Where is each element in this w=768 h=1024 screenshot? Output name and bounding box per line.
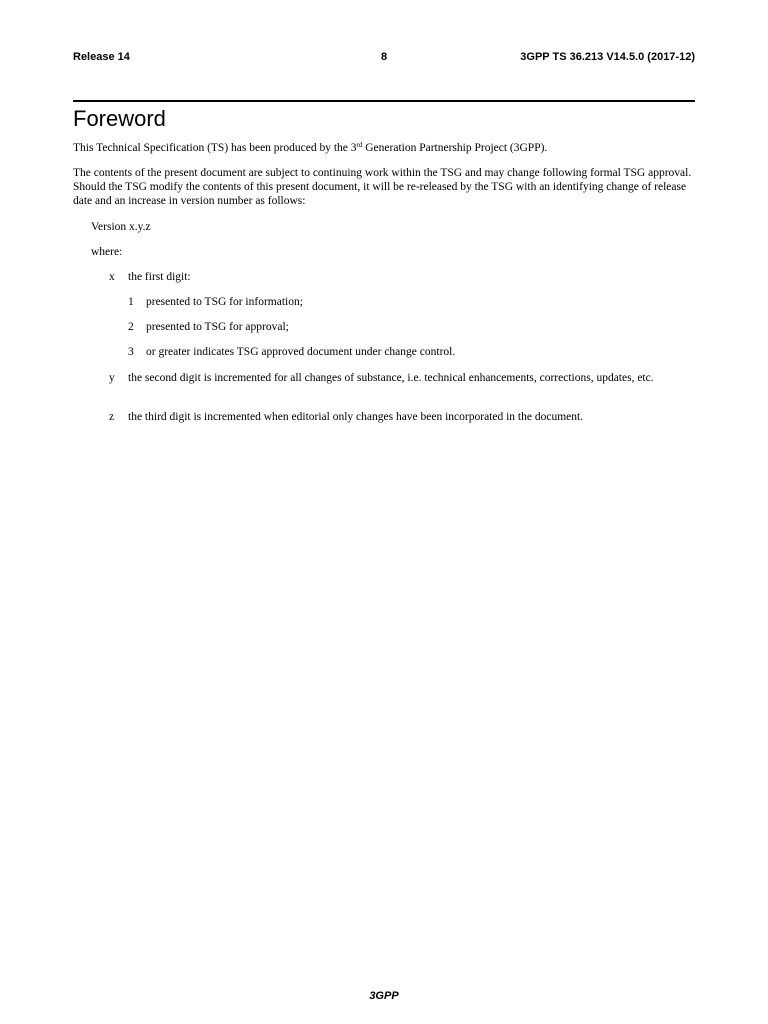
intro-paragraph bbox=[73, 141, 695, 155]
ordinal-suffix: rd bbox=[356, 141, 363, 149]
list-item-2 bbox=[128, 320, 695, 334]
page-footer: 3GPP bbox=[369, 990, 399, 1002]
list-item-y bbox=[109, 371, 695, 399]
list-marker: z bbox=[109, 411, 115, 423]
list-item-x bbox=[109, 270, 695, 284]
heading-rule bbox=[73, 100, 695, 102]
list-marker: 3 bbox=[128, 346, 134, 358]
section-heading: Foreword bbox=[73, 106, 166, 131]
version-format: Version x.y.z bbox=[91, 221, 151, 233]
spec-identifier: 3GPP TS 36.213 V14.5.0 (2017-12) bbox=[520, 51, 695, 63]
list-text: the second digit is incremented for all changes of substance, i.e. technical enhancements, corrections, updates, etc. bbox=[128, 372, 654, 384]
list-item-z bbox=[109, 410, 695, 424]
list-marker: x bbox=[109, 271, 115, 283]
page-header bbox=[73, 49, 695, 65]
list-text: presented to TSG for approval; bbox=[146, 321, 289, 333]
list-text: or greater indicates TSG approved document under change control. bbox=[146, 346, 456, 358]
list-marker: 2 bbox=[128, 321, 134, 333]
page-number: 8 bbox=[380, 51, 388, 63]
list-text: presented to TSG for information; bbox=[146, 296, 303, 308]
where-label: where: bbox=[91, 246, 123, 258]
list-text: the third digit is incremented when editorial only changes have been incorporated in the document. bbox=[128, 411, 584, 423]
list-item-1 bbox=[128, 295, 695, 309]
list-text: the first digit: bbox=[128, 271, 191, 283]
release-label: Release 14 bbox=[73, 51, 130, 63]
list-marker: y bbox=[109, 372, 115, 384]
list-item-3 bbox=[128, 345, 695, 359]
contents-paragraph: The contents of the present document are subject to continuing work within the TSG and may change following formal TSG approval. Should the TSG modify the contents of this present document, it will be re-released by the TSG with an identifying change of release date and an increase in version number as follows: bbox=[73, 167, 692, 207]
intro-text-start: This Technical Specification (TS) has been produced by the 3 bbox=[73, 142, 357, 154]
list-marker: 1 bbox=[128, 296, 134, 308]
intro-text-end: Generation Partnership Project (3GPP). bbox=[362, 142, 548, 154]
